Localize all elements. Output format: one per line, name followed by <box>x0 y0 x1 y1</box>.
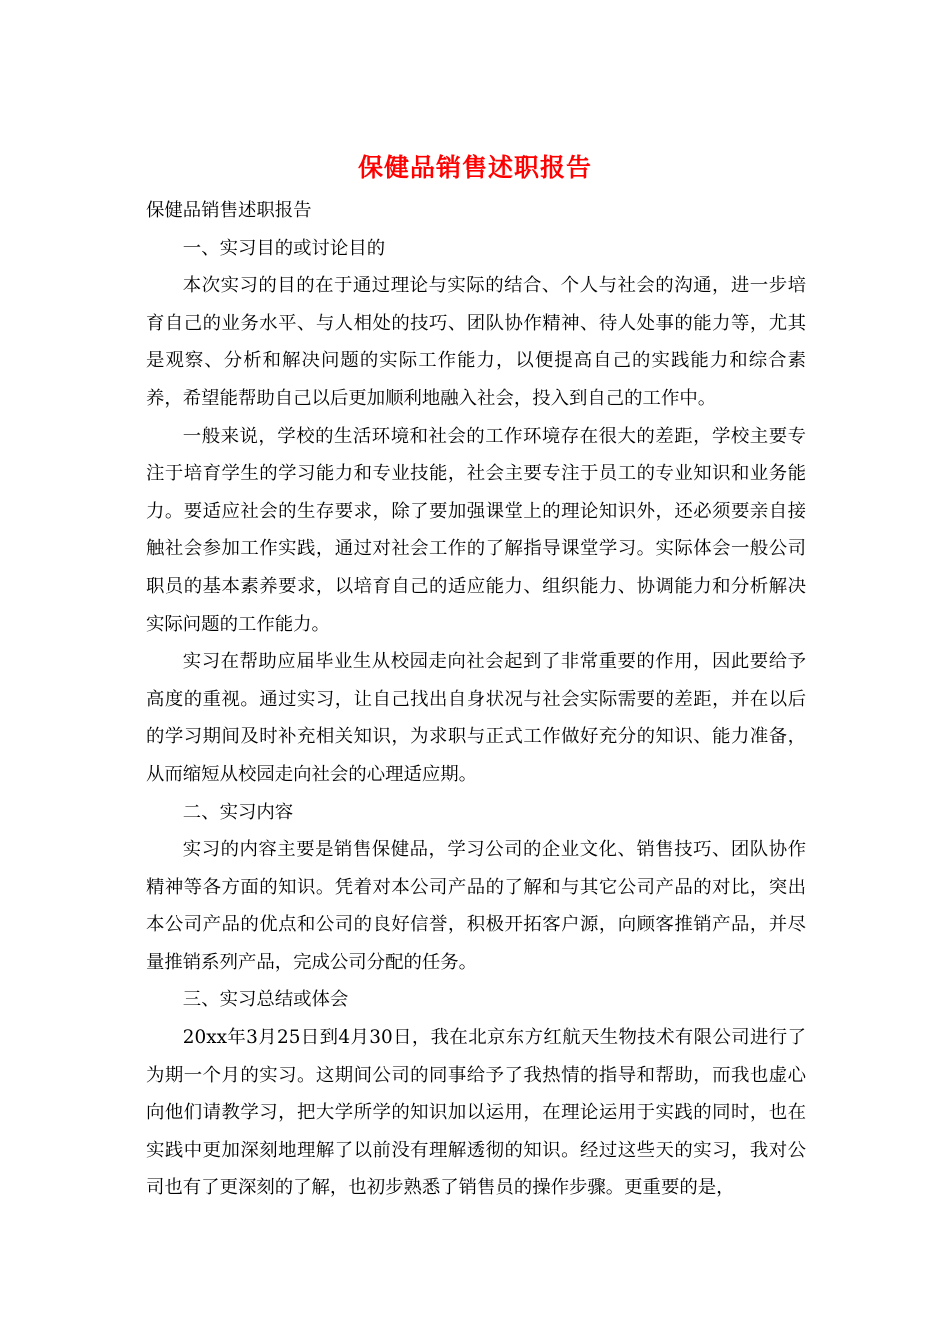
paragraph: 实习的内容主要是销售保健品，学习公司的企业文化、销售技巧、团队协作精神等各方面的知识。凭着对本公司产品的了解和与其它公司产品的对比，突出本公司产品的优点和公司的良好信誉，积极开拓客户源，向顾客推销产品，并尽量推销系列产品，完成公司分配的任务。 <box>146 839 806 973</box>
paragraph: 20xx年3月25日到4月30日，我在北京东方红航天生物技术有限公司进行了为期一个月的实习。这期间公司的同事给予了我热情的指导和帮助，而我也虚心向他们请教学习，把大学所学的知识加以运用，在理论运用于实践的同时，也在实践中更加深刻地理解了以前没有理解透彻的知识。经过这些天的实习，我对公司也有了更深刻的了解，也初步熟悉了销售员的操作步骤。更重要的是， <box>146 1027 806 1199</box>
paragraph: 实习在帮助应届毕业生从校园走向社会起到了非常重要的作用，因此要给予高度的重视。通过实习，让自己找出自身状况与社会实际需要的差距，并在以后的学习期间及时补充相关知识，为求职与正式工作做好充分的知识、能力准备，从而缩短从校园走向社会的心理适应期。 <box>146 651 806 785</box>
document-title: 保健品销售述职报告 <box>357 153 592 182</box>
paragraph: 本次实习的目的在于通过理论与实际的结合、个人与社会的沟通，进一步培育自己的业务水平、与人相处的技巧、团队协作精神、待人处事的能力等，尤其是观察、分析和解决问题的实际工作能力，以便提高自己的实践能力和综合素养，希望能帮助自己以后更加顺利地融入社会，投入到自己的工作中。 <box>146 275 806 409</box>
paragraph: 保健品销售述职报告 <box>146 200 312 221</box>
paragraph: 一般来说，学校的生活环境和社会的工作环境存在很大的差距，学校主要专注于培育学生的学习能力和专业技能，社会主要专注于员工的专业知识和业务能力。要适应社会的生存要求，除了要加强课堂上的理论知识外，还必须要亲自接触社会参加工作实践，通过对社会工作的了解指导课堂学习。实际体会一般公司职员的基本素养要求，以培育自己的适应能力、组织能力、协调能力和分析解决实际问题的工作能力。 <box>146 425 806 635</box>
paragraph: 二、实习内容 <box>182 801 294 823</box>
document-body <box>146 192 806 1207</box>
paragraph: 三、实习总结或体会 <box>182 989 349 1011</box>
paragraph: 一、实习目的或讨论目的 <box>182 237 386 259</box>
